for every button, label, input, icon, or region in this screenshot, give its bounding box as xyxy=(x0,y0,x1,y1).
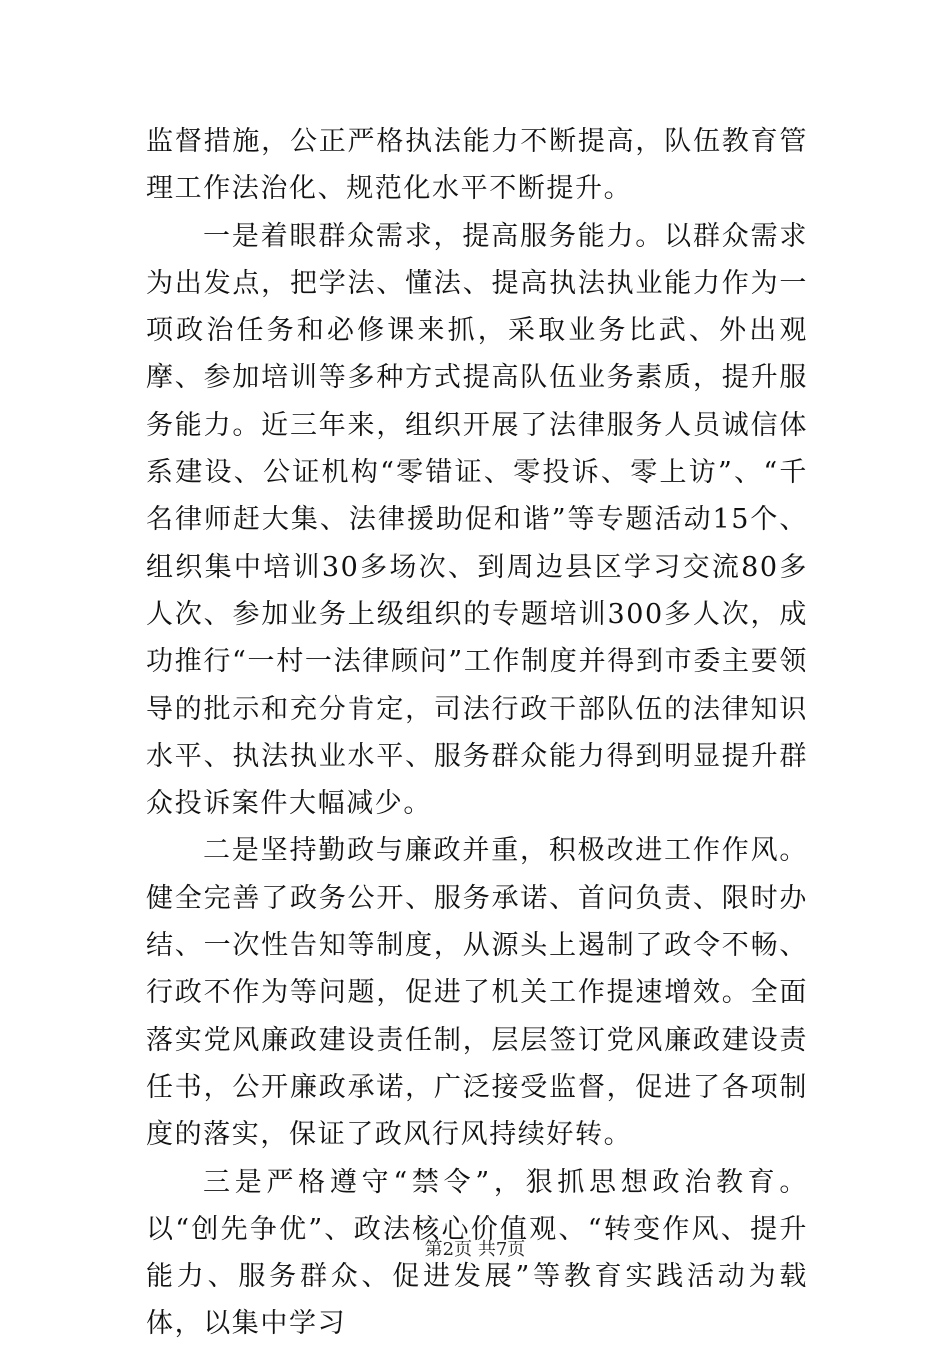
paragraph-political-education: 三是严格遵守“禁令”，狠抓思想政治教育。以“创先争优”、政法核心价值观、“转变作风、提升能力、服务群众、促进发展”等教育实践活动为载体，以集中学习 xyxy=(146,1166,808,1340)
paragraph-service-capability: 一是着眼群众需求，提高服务能力。以群众需求为出发点，把学法、懂法、提高执法执业能力作为一项政治任务和必修课来抓，采取业务比武、外出观摩、参加培训等多种方式提高队伍业务素质，提升服务能力。近三年来，组织开展了法律服务人员诚信体系建设、公证机构“零错证、零投诉、零上访”、“千名律师赶大集、法律援助促和谐”等专题活动15个、组织集中培训30多场次、到周边县区学习交流80多人次、参加业务上级组织的专题培训300多人次，成功推行“一村一法律顾问”工作制度并得到市委主要领导的批示和充分肯定，司法行政干部队伍的法律知识水平、执法执业水平、服务群众能力得到明显提升群众投诉案件大幅减少。 xyxy=(146,220,808,820)
paragraph-continuation: 监督措施，公正严格执法能力不断提高，队伍教育管理工作法治化、规范化水平不断提升。 xyxy=(146,126,808,205)
page-number-footer: 第2页 共7页 xyxy=(424,1239,526,1260)
document-body xyxy=(146,118,808,1348)
paragraph-work-style: 二是坚持勤政与廉政并重，积极改进工作作风。健全完善了政务公开、服务承诺、首问负责、限时办结、一次性告知等制度，从源头上遏制了政令不畅、行政不作为等问题，促进了机关工作提速增效。全面落实党风廉政建设责任制，层层签订党风廉政建设责任书，公开廉政承诺，广泛接受监督，促进了各项制度的落实，保证了政风行风持续好转。 xyxy=(146,835,808,1151)
